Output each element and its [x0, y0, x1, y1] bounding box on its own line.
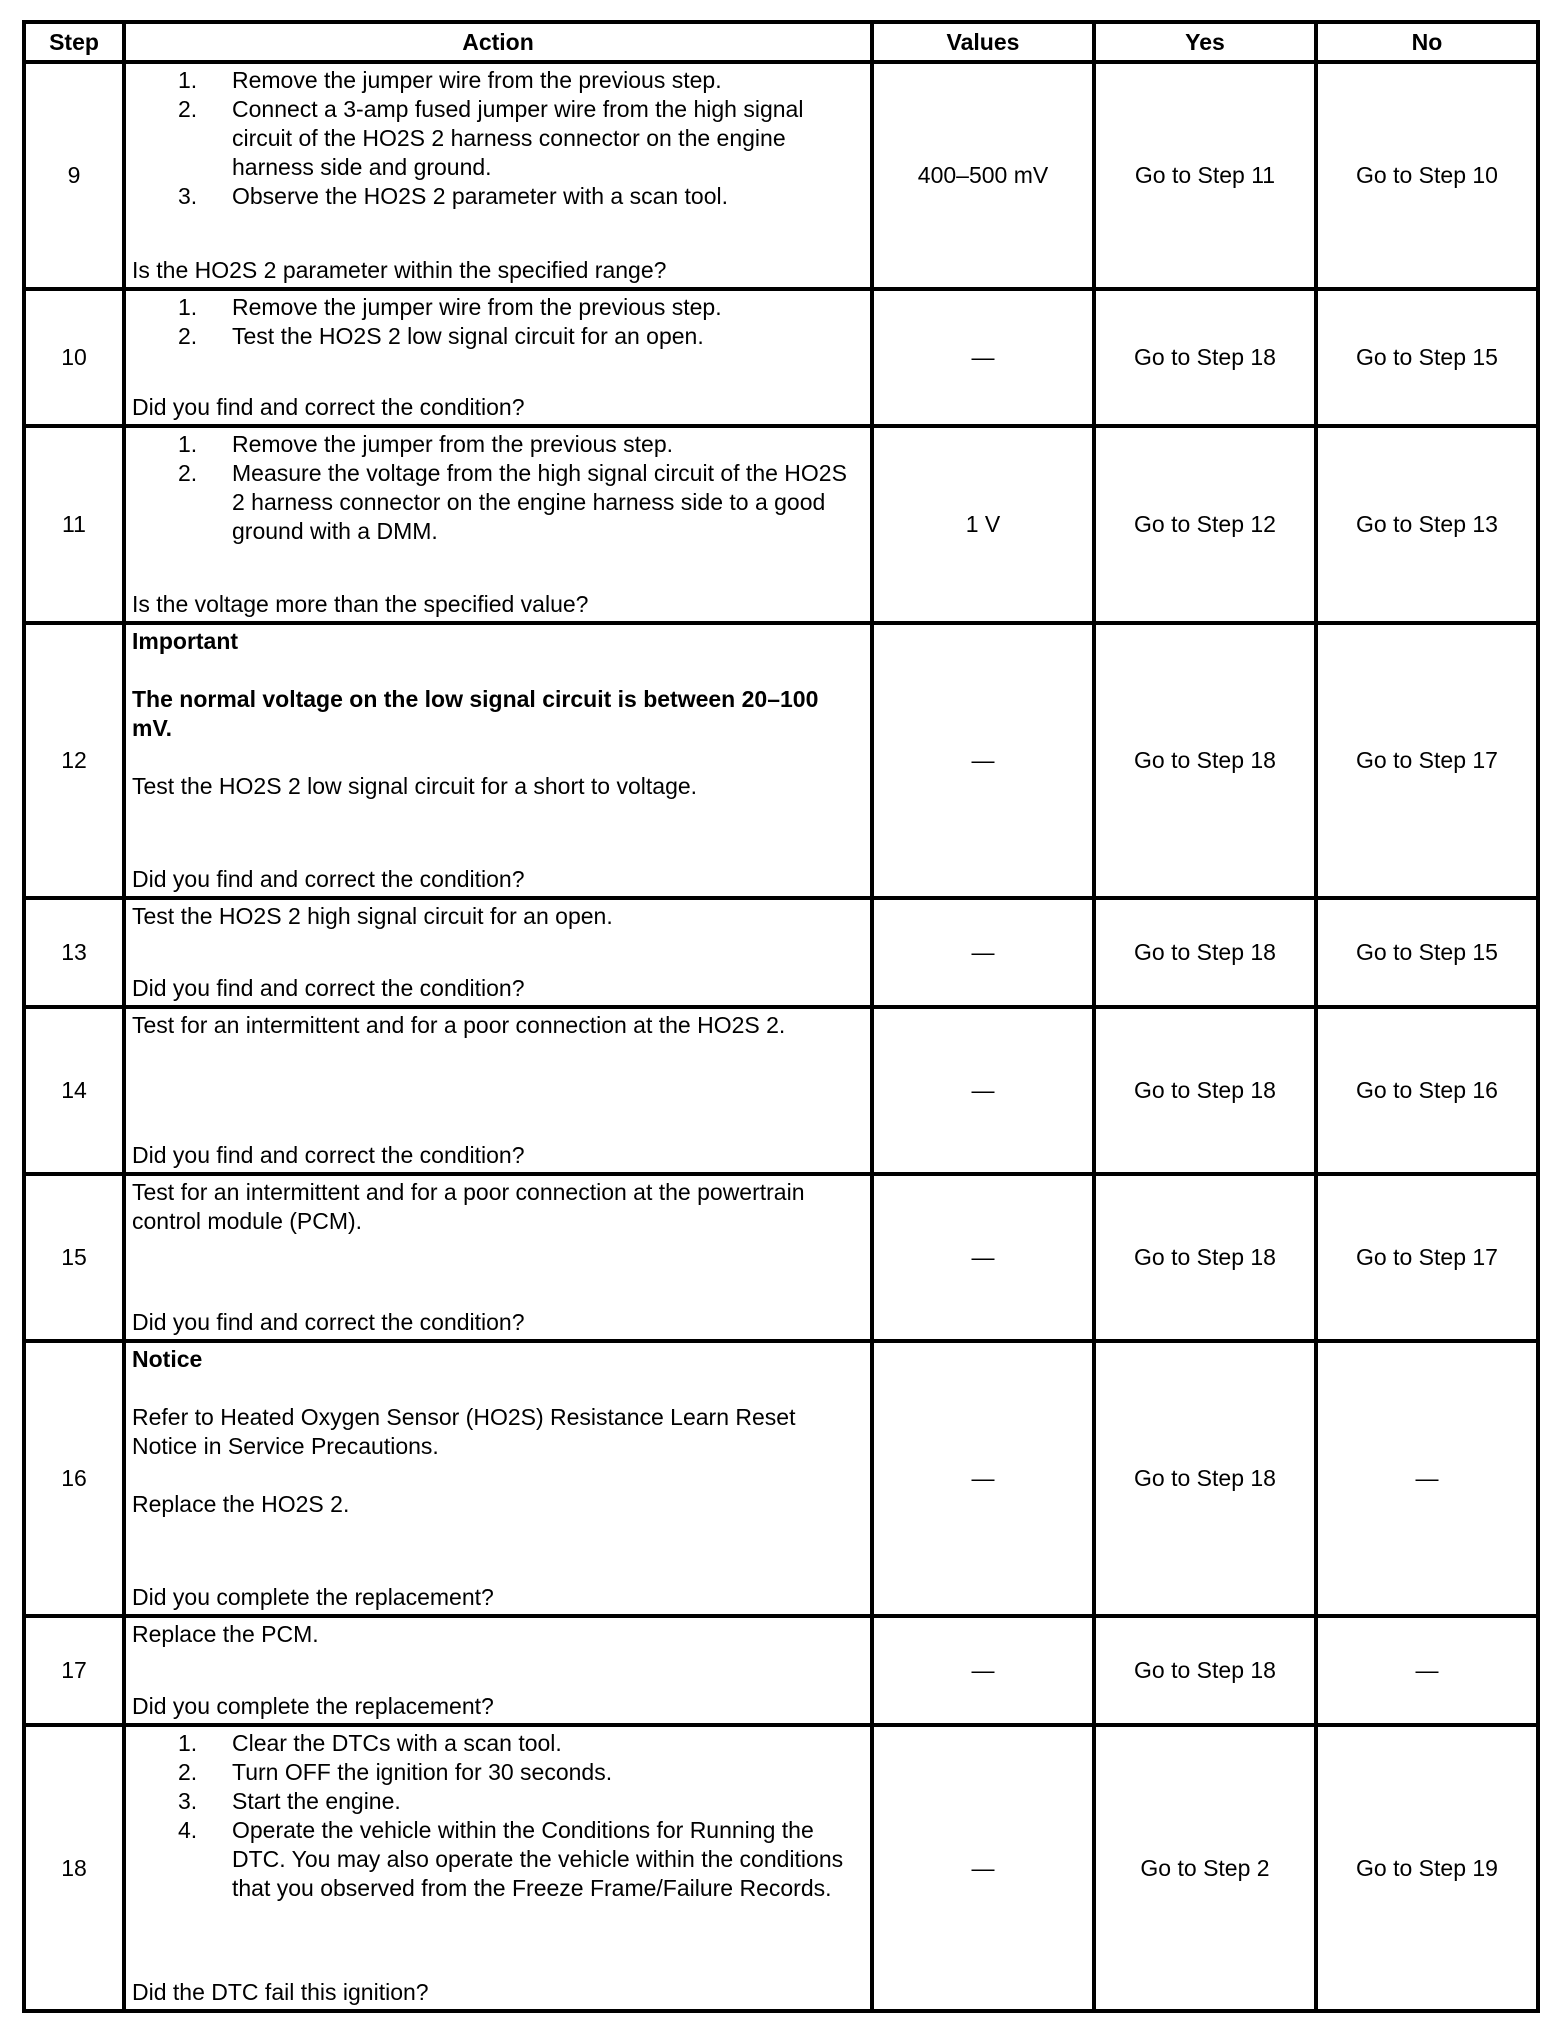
list-item: Remove the jumper wire from the previous step. — [232, 67, 722, 93]
question-text: Did you find and correct the condition? — [132, 866, 525, 892]
no-outcome: Go to Step 16 — [1316, 1007, 1538, 1174]
step-number: 17 — [24, 1616, 124, 1725]
important-note: The normal voltage on the low signal circuit is between 20–100 mV. — [132, 686, 819, 741]
important-heading: Important — [132, 628, 239, 654]
step-number: 11 — [24, 426, 124, 623]
notice-note: Refer to Heated Oxygen Sensor (HO2S) Resistance Learn Reset Notice in Service Precautions. — [132, 1404, 796, 1459]
question-text: Did you find and correct the condition? — [132, 1142, 525, 1168]
yes-outcome: Go to Step 18 — [1094, 1341, 1316, 1616]
value-cell: — — [872, 289, 1094, 426]
header-row — [24, 22, 1538, 62]
no-outcome: Go to Step 13 — [1316, 426, 1538, 623]
yes-outcome: Go to Step 18 — [1094, 1174, 1316, 1341]
action-cell — [124, 1725, 872, 2011]
no-outcome: Go to Step 17 — [1316, 1174, 1538, 1341]
yes-outcome: Go to Step 12 — [1094, 426, 1316, 623]
value-cell: — — [872, 1725, 1094, 2011]
action-cell — [124, 623, 872, 898]
instruction-list — [132, 66, 864, 211]
step-number: 12 — [24, 623, 124, 898]
value-cell: — — [872, 1616, 1094, 1725]
step-number: 15 — [24, 1174, 124, 1341]
value-cell: — — [872, 898, 1094, 1007]
no-outcome: Go to Step 19 — [1316, 1725, 1538, 2011]
instruction-list — [132, 293, 864, 351]
question-text: Is the HO2S 2 parameter within the specified range? — [132, 257, 667, 283]
question-text: Did you find and correct the condition? — [132, 394, 525, 420]
question-text: Did the DTC fail this ignition? — [132, 1979, 429, 2005]
table-row — [24, 1341, 1538, 1616]
instruction-list — [132, 1729, 864, 1903]
no-outcome: Go to Step 15 — [1316, 898, 1538, 1007]
header-step: Step — [24, 22, 124, 62]
diagnostic-table — [22, 20, 1540, 2013]
instruction-text: Test for an intermittent and for a poor connection at the HO2S 2. — [132, 1012, 786, 1038]
header-values: Values — [872, 22, 1094, 62]
action-cell — [124, 1616, 872, 1725]
yes-outcome: Go to Step 18 — [1094, 1007, 1316, 1174]
header-no: No — [1316, 22, 1538, 62]
action-cell — [124, 1341, 872, 1616]
list-item: Operate the vehicle within the Conditions for Running the DTC. You may also operate the vehicle within the conditions that you observed from the Freeze Frame/Failure Records. — [232, 1817, 844, 1901]
action-cell — [124, 289, 872, 426]
action-cell — [124, 1007, 872, 1174]
value-cell: — — [872, 1174, 1094, 1341]
value-cell: — — [872, 1007, 1094, 1174]
value-cell: 1 V — [872, 426, 1094, 623]
list-item: Remove the jumper from the previous step. — [232, 431, 674, 457]
yes-outcome: Go to Step 2 — [1094, 1725, 1316, 2011]
value-cell: — — [872, 623, 1094, 898]
list-item: Clear the DTCs with a scan tool. — [232, 1730, 562, 1756]
table-row — [24, 1174, 1538, 1341]
no-outcome: — — [1316, 1616, 1538, 1725]
table-row — [24, 898, 1538, 1007]
question-text: Did you complete the replacement? — [132, 1584, 494, 1610]
yes-outcome: Go to Step 18 — [1094, 289, 1316, 426]
step-number: 13 — [24, 898, 124, 1007]
step-number: 16 — [24, 1341, 124, 1616]
header-yes: Yes — [1094, 22, 1316, 62]
no-outcome: Go to Step 15 — [1316, 289, 1538, 426]
notice-heading: Notice — [132, 1346, 203, 1372]
instruction-text: Test the HO2S 2 high signal circuit for an open. — [132, 903, 613, 929]
yes-outcome: Go to Step 18 — [1094, 1616, 1316, 1725]
list-item: Test the HO2S 2 low signal circuit for an open. — [232, 323, 704, 349]
instruction-text: Test for an intermittent and for a poor connection at the powertrain control module (PCM). — [132, 1179, 805, 1234]
action-cell — [124, 1174, 872, 1341]
action-cell — [124, 62, 872, 289]
yes-outcome: Go to Step 11 — [1094, 62, 1316, 289]
no-outcome: — — [1316, 1341, 1538, 1616]
no-outcome: Go to Step 17 — [1316, 623, 1538, 898]
list-item: Start the engine. — [232, 1788, 401, 1814]
list-item: Connect a 3-amp fused jumper wire from the high signal circuit of the HO2S 2 harness connector on the engine harness side and ground. — [232, 96, 804, 180]
instruction-list — [132, 430, 864, 546]
value-cell: — — [872, 1341, 1094, 1616]
table-row — [24, 426, 1538, 623]
table-row — [24, 289, 1538, 426]
value-cell: 400–500 mV — [872, 62, 1094, 289]
step-number: 10 — [24, 289, 124, 426]
step-number: 14 — [24, 1007, 124, 1174]
action-cell — [124, 426, 872, 623]
list-item: Remove the jumper wire from the previous step. — [232, 294, 722, 320]
table-row — [24, 1616, 1538, 1725]
question-text: Did you find and correct the condition? — [132, 975, 525, 1001]
list-item: Turn OFF the ignition for 30 seconds. — [232, 1759, 613, 1785]
instruction-text: Replace the HO2S 2. — [132, 1491, 350, 1517]
table-row — [24, 1725, 1538, 2011]
question-text: Did you find and correct the condition? — [132, 1309, 525, 1335]
table-row — [24, 1007, 1538, 1174]
table-row — [24, 623, 1538, 898]
instruction-text: Test the HO2S 2 low signal circuit for a short to voltage. — [132, 773, 698, 799]
list-item: Measure the voltage from the high signal circuit of the HO2S 2 harness connector on the engine harness side to a good ground with a DMM. — [232, 460, 847, 544]
step-number: 18 — [24, 1725, 124, 2011]
step-number: 9 — [24, 62, 124, 289]
yes-outcome: Go to Step 18 — [1094, 623, 1316, 898]
action-cell — [124, 898, 872, 1007]
header-action: Action — [124, 22, 872, 62]
question-text: Did you complete the replacement? — [132, 1693, 494, 1719]
question-text: Is the voltage more than the specified value? — [132, 591, 589, 617]
instruction-text: Replace the PCM. — [132, 1621, 319, 1647]
list-item: Observe the HO2S 2 parameter with a scan tool. — [232, 183, 729, 209]
yes-outcome: Go to Step 18 — [1094, 898, 1316, 1007]
no-outcome: Go to Step 10 — [1316, 62, 1538, 289]
table-row — [24, 62, 1538, 289]
